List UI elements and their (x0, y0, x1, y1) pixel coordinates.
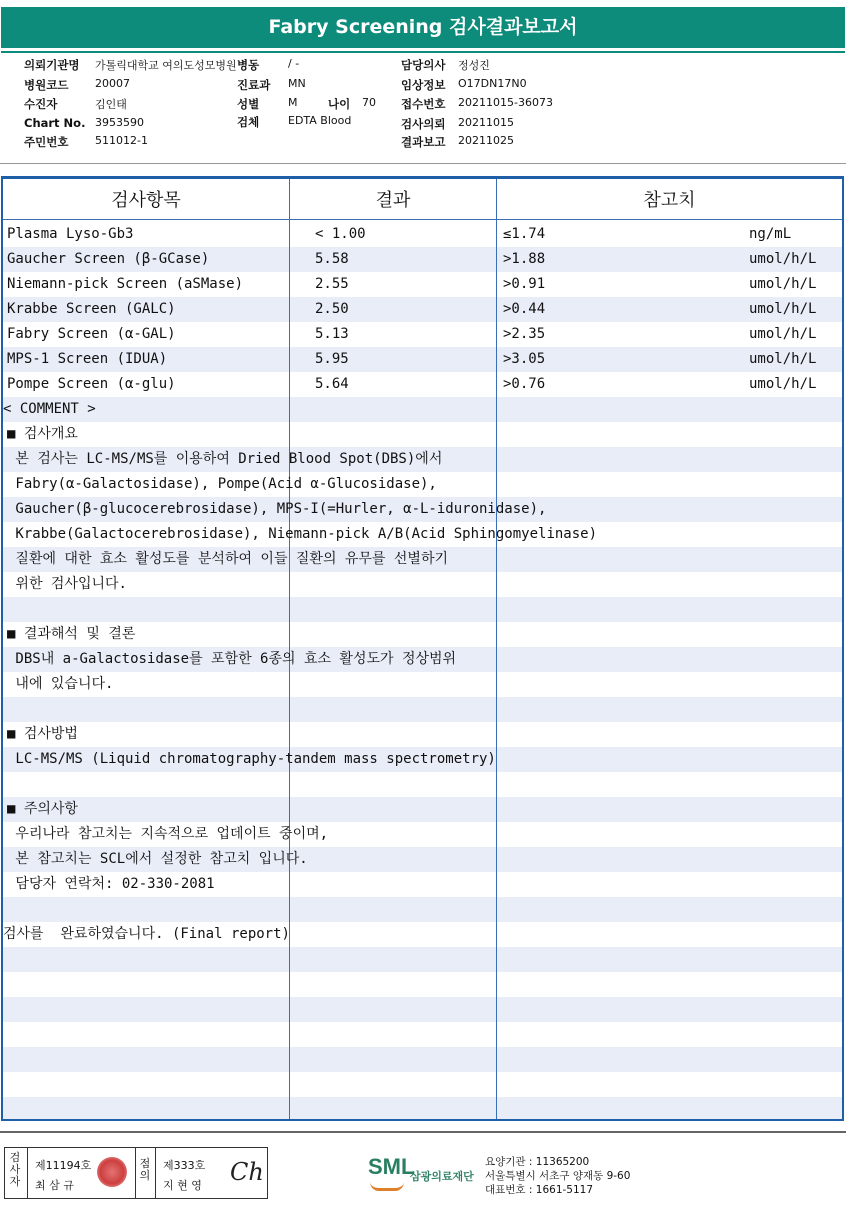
hospital-code-value: 20007 (95, 77, 130, 90)
test-item: Niemann-pick Screen (aSMase) (7, 276, 244, 292)
table-row (3, 222, 842, 247)
request-date-label: 검사의뢰 (401, 117, 446, 131)
test-item: Plasma Lyso-Gb3 (7, 226, 134, 242)
table-row (3, 247, 842, 272)
age-value: 70 (362, 96, 376, 109)
clinical-info-value: O17DN17N0 (458, 77, 527, 90)
comment-text: ■ 검사방법 (7, 726, 78, 742)
test-item: Fabry Screen (α-GAL) (7, 326, 176, 342)
request-date-value: 20211015 (458, 116, 514, 129)
reference-range: ≤1.74 (503, 226, 546, 242)
footer-divider (0, 1131, 846, 1133)
chart-no-label: Chart No. (24, 116, 86, 130)
header-item: 검사항목 (111, 190, 181, 211)
chart-no-value: 3953590 (95, 116, 144, 129)
sml-logo-mark: SML (368, 1154, 415, 1179)
receipt-no-value: 20211015-36073 (458, 96, 553, 109)
care-code: 요양기관 : 11365200 (485, 1156, 590, 1168)
test-item: MPS-1 Screen (IDUA) (7, 351, 168, 367)
comment-line (3, 922, 842, 947)
doctor-value: 정성진 (458, 59, 490, 72)
lab-address: 서울특별시 서초구 양재동 9-60 (485, 1170, 631, 1182)
comment-text: 담당자 연락처: 02-330-2081 (7, 876, 215, 892)
comment-line (3, 1047, 842, 1072)
column-divider-2 (496, 179, 497, 1119)
comment-text: 내에 있습니다. (7, 676, 114, 692)
comment-line (3, 1072, 842, 1097)
comment-line (3, 622, 842, 647)
test-result: 5.95 (315, 351, 349, 367)
comment-line (3, 497, 842, 522)
comment-line (3, 422, 842, 447)
comment-line (3, 847, 842, 872)
table-row (3, 372, 842, 397)
test-result: 2.55 (315, 276, 349, 292)
ward-value: / - (288, 57, 300, 70)
sex-value: M (288, 96, 298, 109)
comment-line (3, 797, 842, 822)
signature-box (4, 1147, 268, 1199)
comment-text: ■ 결과해석 및 결론 (7, 626, 136, 642)
reference-range: >0.44 (503, 301, 546, 317)
reference-range: >0.76 (503, 376, 546, 392)
comment-line (3, 897, 842, 922)
comment-line (3, 697, 842, 722)
comment-line (3, 747, 842, 772)
inspector-license: 제11194호 (35, 1159, 92, 1172)
reference-unit: umol/h/L (749, 376, 817, 392)
reviewer-name: 지 현 영 (163, 1179, 202, 1192)
inspector-name: 최 삼 규 (35, 1179, 74, 1192)
test-item: Pompe Screen (α-glu) (7, 376, 176, 392)
comment-line (3, 822, 842, 847)
logo-arc (370, 1182, 404, 1191)
age-label: 나이 (328, 97, 351, 111)
signature-divider-3 (155, 1148, 156, 1198)
signature-divider-2 (135, 1148, 136, 1198)
hospital-code-label: 병원코드 (24, 78, 69, 92)
test-result: < 1.00 (315, 226, 366, 242)
comment-line (3, 672, 842, 697)
comment-line (3, 572, 842, 597)
comment-text: < COMMENT > (3, 401, 96, 417)
reference-range: >0.91 (503, 276, 546, 292)
sml-logo-name: 삼광의료재단 (410, 1170, 474, 1183)
clinical-info-label: 임상정보 (401, 78, 446, 92)
reference-range: >3.05 (503, 351, 546, 367)
results-table-header (3, 179, 842, 220)
signature-divider-1 (27, 1148, 28, 1198)
receipt-no-label: 접수번호 (401, 97, 446, 111)
report-title-bar (0, 0, 846, 58)
comment-line (3, 1097, 842, 1121)
comment-line (3, 722, 842, 747)
reference-unit: umol/h/L (749, 351, 817, 367)
reference-range: >2.35 (503, 326, 546, 342)
comment-text: ■ 주의사항 (7, 801, 78, 817)
comment-line (3, 647, 842, 672)
comment-line (3, 472, 842, 497)
comment-text: 본 참고치는 SCL에서 설정한 참고치 입니다. (7, 851, 308, 867)
department-value: MN (288, 77, 306, 90)
comment-line (3, 997, 842, 1022)
inspector-label: 검사자 (9, 1151, 21, 1188)
comment-text: Krabbe(Galactocerebrosidase), Niemann-pick A/B(Acid Sphingomyelinase) (7, 526, 598, 542)
comment-line (3, 772, 842, 797)
table-row (3, 297, 842, 322)
comment-line (3, 547, 842, 572)
comment-line (3, 947, 842, 972)
test-item: Gaucher Screen (β-GCase) (7, 251, 210, 267)
comment-text: LC-MS/MS (Liquid chromatography-tandem mass spectrometry) (7, 751, 496, 767)
table-row (3, 272, 842, 297)
comment-line (3, 397, 842, 422)
handwritten-signature: Ch (230, 1158, 264, 1186)
test-item: Krabbe Screen (GALC) (7, 301, 176, 317)
results-panel (1, 176, 844, 1121)
reference-unit: umol/h/L (749, 251, 817, 267)
reference-unit: ng/mL (749, 226, 792, 242)
report-title: Fabry Screening 검사결과보고서 (268, 16, 578, 38)
sml-logo (368, 1154, 480, 1194)
comment-line (3, 597, 842, 622)
lab-info (485, 1155, 805, 1197)
comment-line (3, 972, 842, 997)
header-reference: 참고치 (643, 190, 696, 211)
institution-value: 가톨릭대학교 여의도성모병원 (95, 59, 237, 72)
report-date-label: 결과보고 (401, 135, 446, 149)
header-result: 결과 (375, 190, 411, 211)
comment-line (3, 1022, 842, 1047)
comment-line (3, 522, 842, 547)
specimen-value: EDTA Blood (288, 114, 352, 127)
id-no-value: 511012-1 (95, 134, 148, 147)
report-date-value: 20211025 (458, 134, 514, 147)
comment-text: 우리나라 참고치는 지속적으로 업데이트 중이며, (7, 826, 329, 842)
comment-line (3, 872, 842, 897)
table-row (3, 322, 842, 347)
test-result: 5.64 (315, 376, 349, 392)
comment-line (3, 447, 842, 472)
comment-text: 검사를 완료하였습니다. (Final report) (3, 926, 290, 942)
institution-label: 의뢰기관명 (24, 58, 80, 72)
lab-phone: 대표번호 : 1661-5117 (485, 1184, 594, 1196)
reference-unit: umol/h/L (749, 276, 817, 292)
id-no-label: 주민번호 (24, 135, 69, 149)
comment-text: 질환에 대한 효소 활성도를 분석하여 이들 질환의 유무를 선별하기 (7, 551, 449, 567)
reference-unit: umol/h/L (749, 301, 817, 317)
table-row (3, 347, 842, 372)
patient-info-section (0, 53, 846, 163)
patient-value: 김인태 (95, 98, 127, 111)
reference-unit: umol/h/L (749, 326, 817, 342)
comment-text: Gaucher(β-glucocerebrosidase), MPS-I(=Hurler, α-L-iduronidase), (7, 501, 547, 517)
comment-text: 위한 검사입니다. (7, 576, 127, 592)
patient-label: 수진자 (24, 97, 58, 111)
test-result: 2.50 (315, 301, 349, 317)
comment-text: 본 검사는 LC-MS/MS를 이용하여 Dried Blood Spot(DBS)에서 (7, 451, 443, 467)
test-result: 5.58 (315, 251, 349, 267)
test-result: 5.13 (315, 326, 349, 342)
seal-stamp (97, 1157, 127, 1187)
reviewer-license: 제333호 (163, 1159, 206, 1172)
department-label: 진료과 (237, 78, 271, 92)
ward-label: 병동 (237, 58, 260, 72)
comment-text: DBS내 a-Galactosidase를 포함한 6종의 효소 활성도가 정상범위 (7, 651, 457, 667)
reference-range: >1.88 (503, 251, 546, 267)
specimen-label: 검체 (237, 115, 260, 129)
header-divider (0, 163, 846, 164)
comment-text: ■ 검사개요 (7, 426, 78, 442)
sex-label: 성별 (237, 97, 260, 111)
reviewer-label: 점의 (139, 1157, 151, 1182)
comment-text: Fabry(α-Galactosidase), Pompe(Acid α-Glucosidase), (7, 476, 437, 492)
doctor-label: 담당의사 (401, 58, 446, 72)
